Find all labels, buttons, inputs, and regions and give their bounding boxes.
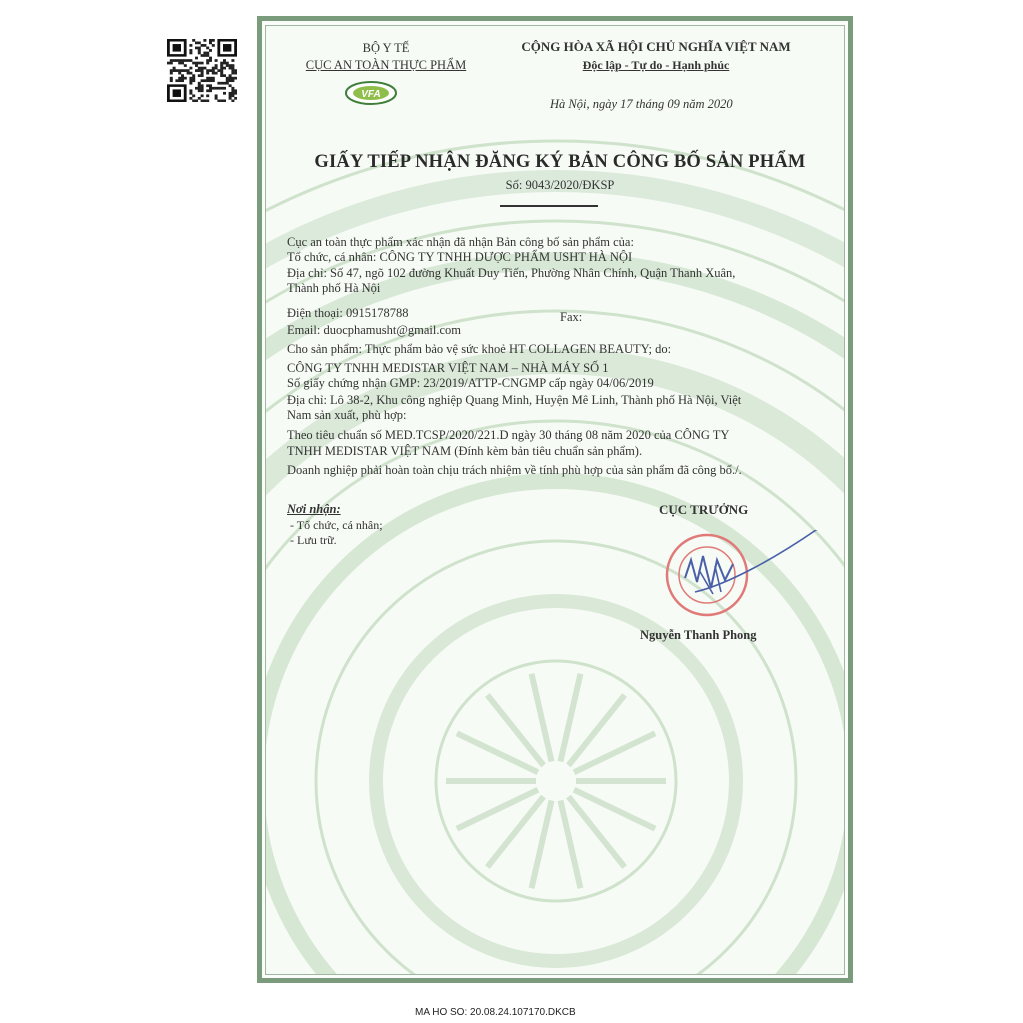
document-number: Số: 9043/2020/ĐKSP (505, 178, 615, 192)
recipients-title: Nơi nhận: (287, 502, 341, 516)
signer-position: CỤC TRƯỞNG (659, 502, 749, 517)
country-name: CỘNG HÒA XÃ HỘI CHỦ NGHĨA VIỆT NAM (521, 39, 791, 54)
body-line: Địa chỉ: Số 47, ngõ 102 đường Khuất Duy Tiến, Phường Nhân Chính, Quận Thanh Xuân, (287, 266, 736, 280)
document-title: GIẤY TIẾP NHẬN ĐĂNG KÝ BẢN CÔNG BỐ SẢN PHẨM (314, 152, 806, 172)
logo-lettering: VFA (361, 89, 381, 100)
body-line: Doanh nghiệp phải hoàn toàn chịu trách nhiệm về tính phù hợp của sản phẩm đã công bố./. (287, 463, 742, 477)
title-divider (500, 205, 598, 207)
issue-date: Hà Nội, ngày 17 tháng 09 năm 2020 (550, 97, 733, 111)
body-line: Email: duocphamusht@gmail.com (287, 323, 461, 337)
header-right (486, 38, 826, 74)
body-line: Nam sản xuất, phù hợp: (287, 408, 407, 422)
agency-name: CỤC AN TOÀN THỰC PHẨM (305, 58, 467, 72)
body-line: Tổ chức, cá nhân: CÔNG TY TNHH DƯỢC PHẨM USHT HÀ NỘI (287, 250, 633, 264)
vfa-logo (344, 80, 398, 106)
fax-label: Fax: (560, 310, 583, 324)
body-line: Điện thoại: 0915178788 (287, 306, 409, 320)
header-left (286, 40, 486, 74)
body-line: CÔNG TY TNHH MEDISTAR VIỆT NAM – NHÀ MÁY SỐ 1 (287, 361, 609, 375)
body-line: Số giấy chứng nhận GMP: 23/2019/ATTP-CNGMP cấp ngày 04/06/2019 (287, 376, 654, 390)
signer-name: Nguyễn Thanh Phong (640, 628, 757, 642)
body-line: Cho sản phẩm: Thực phẩm bảo vệ sức khoẻ HT COLLAGEN BEAUTY; do: (287, 342, 672, 356)
official-stamp (655, 530, 760, 620)
body-line: TNHH MEDISTAR VIỆT NAM (Đính kèm bản tiêu chuẩn sản phẩm). (287, 444, 643, 458)
signature-stroke (695, 530, 833, 592)
body-line: Địa chỉ: Lô 38-2, Khu công nghiệp Quang Minh, Huyện Mê Linh, Thành phố Hà Nội, Việt (287, 393, 742, 407)
body-line: Cục an toàn thực phẩm xác nhận đã nhận Bản công bố sản phẩm của: (287, 235, 634, 249)
body-line: Theo tiêu chuẩn số MED.TCSP/2020/221.D ngày 30 tháng 08 năm 2020 của CÔNG TY (287, 428, 730, 442)
recipient-item: - Lưu trữ. (290, 533, 337, 547)
ministry-name: BỘ Y TẾ (362, 41, 410, 55)
recipient-item: - Tổ chức, cá nhân; (290, 518, 383, 532)
body-line: Thành phố Hà Nội (287, 281, 381, 295)
file-code: MA HO SO: 20.08.24.107170.DKCB (415, 1007, 576, 1018)
national-motto: Độc lập - Tự do - Hạnh phúc (582, 58, 730, 72)
qr-code (167, 39, 237, 102)
